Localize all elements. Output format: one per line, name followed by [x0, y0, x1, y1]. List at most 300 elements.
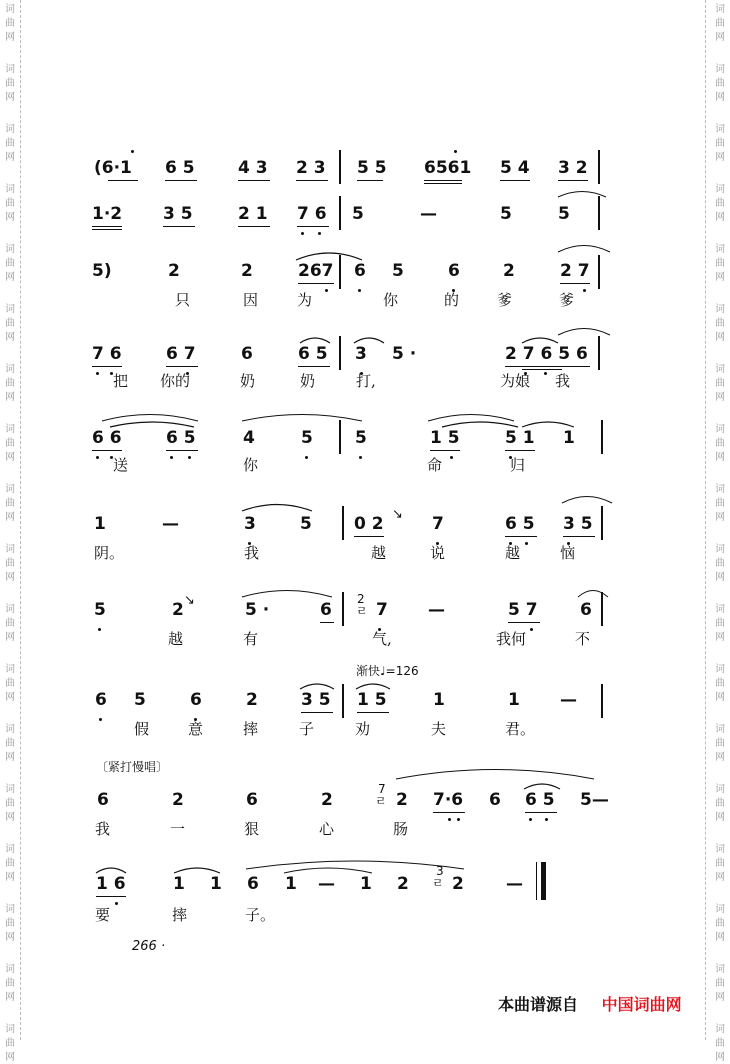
watermark-char: 曲: [715, 1038, 725, 1049]
note-group: 5: [355, 428, 367, 448]
lyric: 因: [243, 291, 259, 309]
note-group: 6 5: [166, 428, 196, 448]
tie-arc: [240, 410, 364, 422]
underline: [108, 180, 138, 181]
watermark-char: 词: [5, 904, 15, 915]
note-group: 267: [298, 261, 334, 281]
watermark-char: 词: [715, 904, 725, 915]
note-group: 6: [97, 790, 109, 810]
note-group: 5 ·: [245, 600, 270, 620]
octave-dot: [359, 456, 362, 459]
underline: [92, 366, 122, 367]
watermark-char: 网: [715, 632, 725, 643]
underline: [296, 180, 328, 181]
note-group: 2 7: [560, 261, 590, 281]
underline: [505, 536, 537, 537]
underline: [558, 180, 588, 181]
octave-dot: [544, 372, 547, 375]
tie-arc: [556, 188, 608, 198]
bar-line: [339, 336, 341, 370]
note-group: 5 ·: [392, 344, 417, 364]
watermark-char: 词: [5, 664, 15, 675]
watermark-char: 词: [5, 724, 15, 735]
note-group: 6 5: [298, 344, 328, 364]
note-group: 5: [558, 204, 570, 224]
watermark-char: 词: [5, 64, 15, 75]
underline: [298, 283, 334, 284]
lyric: 奶: [300, 372, 316, 390]
note-group: 3: [355, 344, 367, 364]
note-group: 7: [376, 600, 388, 620]
watermark-char: 词: [5, 784, 15, 795]
tempo-marking: 渐快♩=126: [356, 664, 419, 678]
underline: [424, 180, 462, 181]
underline: [92, 229, 122, 230]
watermark-char: 网: [715, 692, 725, 703]
tie-arc: [240, 586, 334, 598]
underline: [166, 366, 198, 367]
watermark-char: 词: [715, 664, 725, 675]
note-group: 4: [243, 428, 255, 448]
lyric: 爹: [497, 291, 513, 309]
watermark-char: 曲: [5, 978, 15, 989]
lyric: 命: [427, 456, 443, 474]
note-group: 6: [247, 874, 259, 894]
underline: [163, 226, 195, 227]
note-group: —: [420, 204, 437, 224]
note-group: 3 5: [301, 690, 331, 710]
watermark-char: 网: [5, 452, 15, 463]
watermark-char: 网: [715, 992, 725, 1003]
watermark-char: 曲: [715, 18, 725, 29]
lyric: 君。: [505, 720, 536, 738]
octave-dot: [325, 289, 328, 292]
note-group: 2: [246, 690, 258, 710]
octave-dot: [454, 150, 457, 153]
note-group: 6 6: [92, 428, 122, 448]
underline: [433, 812, 465, 813]
grace-mark-icon: ㄹ: [356, 604, 368, 618]
right-watermark-strip: [705, 0, 730, 1063]
note-group: 5 4: [500, 158, 530, 178]
lyric: 不: [575, 630, 591, 648]
octave-dot: [525, 542, 528, 545]
bar-line: [601, 506, 603, 540]
source-footer: [498, 992, 682, 1015]
watermark-char: 词: [715, 844, 725, 855]
underline: [508, 622, 540, 623]
watermark-char: 词: [5, 184, 15, 195]
watermark-char: 曲: [715, 738, 725, 749]
note-group: 3: [244, 514, 256, 534]
lyric: 只: [175, 291, 191, 309]
note-group: 6: [448, 261, 460, 281]
watermark-char: 网: [5, 812, 15, 823]
underline: [92, 450, 122, 451]
octave-dot: [545, 818, 548, 821]
note-group: 6: [580, 600, 592, 620]
watermark-char: 曲: [5, 558, 15, 569]
lyric: 越: [505, 544, 521, 562]
watermark-char: 曲: [715, 618, 725, 629]
lyric: 阴。: [94, 544, 125, 562]
lyric: 把: [113, 372, 129, 390]
note-group: 2 3: [296, 158, 326, 178]
underline: [505, 366, 590, 367]
note-group: 1: [508, 690, 520, 710]
watermark-char: 曲: [715, 318, 725, 329]
note-group: 6 7: [166, 344, 196, 364]
watermark-char: 词: [5, 364, 15, 375]
lyric: 意: [188, 720, 204, 738]
lyric: 假: [134, 720, 150, 738]
lyric: 打,: [356, 372, 376, 390]
watermark-char: 曲: [715, 798, 725, 809]
lyric: 有: [243, 630, 259, 648]
grace-note: 7: [378, 782, 386, 796]
octave-dot: [583, 289, 586, 292]
watermark-char: 曲: [715, 918, 725, 929]
octave-dot: [170, 456, 173, 459]
underline: [525, 812, 557, 813]
octave-dot: [358, 289, 361, 292]
watermark-char: 网: [5, 392, 15, 403]
watermark-char: 网: [715, 152, 725, 163]
note-group: 1 5: [357, 690, 387, 710]
slur-arc: [172, 864, 222, 874]
underline: [354, 536, 384, 537]
tie-arc: [556, 241, 612, 253]
watermark-char: 网: [715, 392, 725, 403]
underline: [560, 283, 590, 284]
watermark-char: 网: [715, 812, 725, 823]
note-group: 6: [320, 600, 332, 620]
octave-dot: [305, 456, 308, 459]
octave-dot: [131, 150, 134, 153]
source-label: 本曲谱源自: [498, 995, 579, 1014]
note-group: 3 5: [563, 514, 593, 534]
watermark-char: 网: [715, 932, 725, 943]
note-group: 6 5: [165, 158, 195, 178]
bar-line: [339, 150, 341, 184]
watermark-char: 词: [715, 64, 725, 75]
watermark-char: 词: [5, 844, 15, 855]
note-group: 5: [392, 261, 404, 281]
slur-arc: [294, 249, 364, 261]
note-group: 6561: [424, 158, 472, 178]
lyric: 你: [383, 291, 399, 309]
breath-mark-icon: ↘: [392, 507, 403, 522]
bar-line: [601, 684, 603, 718]
watermark-char: 词: [715, 964, 725, 975]
octave-dot: [115, 902, 118, 905]
slur-arc: [94, 864, 128, 874]
note-group: 1: [433, 690, 445, 710]
slur-arc: [298, 334, 332, 344]
note-group: 2: [396, 790, 408, 810]
watermark-char: 网: [715, 92, 725, 103]
lyric: 气,: [372, 630, 392, 648]
watermark-char: 网: [5, 512, 15, 523]
note-group: 6: [241, 344, 253, 364]
octave-dot: [318, 232, 321, 235]
lyric: 爹: [559, 291, 575, 309]
watermark-char: 网: [5, 272, 15, 283]
tie-arc: [556, 324, 612, 336]
lyric: 心: [319, 820, 335, 838]
tie-arc: [576, 586, 610, 598]
note-group: —: [428, 600, 445, 620]
watermark-char: 词: [715, 4, 725, 15]
watermark-char: 曲: [715, 498, 725, 509]
watermark-char: 网: [5, 32, 15, 43]
lyric: 摔: [243, 720, 259, 738]
note-group: 6 5: [525, 790, 555, 810]
watermark-char: 词: [715, 484, 725, 495]
watermark-char: 曲: [5, 138, 15, 149]
grace-mark-icon: ㄹ: [432, 876, 444, 890]
note-group: 5: [300, 514, 312, 534]
watermark-char: 词: [715, 424, 725, 435]
underline: [96, 896, 126, 897]
bar-line: [342, 506, 344, 540]
note-group: 7 6: [297, 204, 327, 224]
note-group: 6: [190, 690, 202, 710]
note-group: 1: [173, 874, 185, 894]
performance-direction: 〔紧打慢唱〕: [96, 760, 169, 774]
watermark-char: 曲: [715, 138, 725, 149]
watermark-char: 词: [715, 784, 725, 795]
underline: [500, 180, 530, 181]
lyric: 送: [113, 456, 129, 474]
octave-dot: [188, 456, 191, 459]
note-group: 2: [172, 600, 184, 620]
watermark-char: 网: [5, 572, 15, 583]
note-group: 5 7: [508, 600, 538, 620]
note-group: 1 6: [96, 874, 126, 894]
bar-line: [598, 150, 600, 184]
watermark-char: 曲: [5, 858, 15, 869]
slur-arc: [352, 334, 386, 344]
lyric: 你的: [160, 372, 191, 390]
note-group: 6 5: [505, 514, 535, 534]
watermark-char: 曲: [715, 978, 725, 989]
watermark-char: 词: [715, 244, 725, 255]
watermark-char: 网: [5, 1052, 15, 1063]
octave-dot: [450, 456, 453, 459]
watermark-char: 曲: [715, 378, 725, 389]
note-group: 6: [354, 261, 366, 281]
lyric: 越: [371, 544, 387, 562]
note-group: 4 3: [238, 158, 268, 178]
underline: [505, 450, 535, 451]
note-group: 2: [168, 261, 180, 281]
note-group: 2: [172, 790, 184, 810]
watermark-char: 词: [715, 544, 725, 555]
octave-dot: [529, 818, 532, 821]
watermark-char: 网: [715, 572, 725, 583]
slur-arc: [520, 418, 576, 428]
final-barline-thick: [541, 862, 546, 900]
watermark-char: 词: [5, 964, 15, 975]
watermark-char: 网: [715, 332, 725, 343]
note-group: 3 5: [163, 204, 193, 224]
watermark-char: 词: [715, 724, 725, 735]
note-group: 1 5: [430, 428, 460, 448]
lyric: 子: [299, 720, 315, 738]
watermark-char: 曲: [5, 318, 15, 329]
slur-arc: [522, 780, 562, 790]
underline: [522, 369, 562, 370]
note-group: 6: [95, 690, 107, 710]
lyric: 归: [510, 456, 526, 474]
note-group: 5: [352, 204, 364, 224]
slur-arc: [108, 418, 196, 428]
underline: [165, 180, 197, 181]
note-group: 1: [94, 514, 106, 534]
underline: [238, 180, 270, 181]
bar-line: [598, 336, 600, 370]
lyric: 我: [244, 544, 260, 562]
note-group: (6·1: [94, 158, 132, 178]
watermark-char: 网: [5, 332, 15, 343]
lyric: 为: [297, 291, 313, 309]
lyric: 说: [430, 544, 446, 562]
note-group: 7: [432, 514, 444, 534]
note-group: 6: [246, 790, 258, 810]
underline: [238, 226, 270, 227]
underline: [297, 226, 329, 227]
page-number: 266 ·: [132, 939, 166, 954]
note-group: 7 6: [92, 344, 122, 364]
octave-dot: [96, 372, 99, 375]
lyric: 为娘: [500, 372, 531, 390]
lyric: 我: [555, 372, 571, 390]
lyric: 肠: [393, 820, 409, 838]
watermark-char: 曲: [715, 858, 725, 869]
watermark-char: 曲: [5, 18, 15, 29]
note-group: 5: [301, 428, 313, 448]
slur-arc: [240, 500, 314, 512]
bar-line: [342, 684, 344, 718]
watermark-char: 网: [715, 32, 725, 43]
note-group: 1: [210, 874, 222, 894]
note-group: 2: [241, 261, 253, 281]
note-group: —: [162, 514, 179, 534]
note-group: 5: [500, 204, 512, 224]
note-group: —: [318, 874, 335, 894]
note-group: 2 7 6 5 6: [505, 344, 588, 364]
note-group: 2 1: [238, 204, 268, 224]
underline: [320, 622, 334, 623]
watermark-char: 曲: [5, 198, 15, 209]
note-group: 5—: [580, 790, 609, 810]
lyric: 我: [95, 820, 111, 838]
watermark-char: 词: [5, 484, 15, 495]
note-group: —: [560, 690, 577, 710]
note-group: 7·6: [433, 790, 464, 810]
watermark-char: 网: [5, 992, 15, 1003]
lyric: 奶: [240, 372, 256, 390]
octave-dot: [98, 628, 101, 631]
lyric: 劝: [355, 720, 371, 738]
watermark-char: 词: [715, 364, 725, 375]
watermark-char: 曲: [5, 258, 15, 269]
underline: [430, 450, 460, 451]
note-group: 1: [360, 874, 372, 894]
watermark-char: 词: [715, 1024, 725, 1035]
underline: [563, 536, 595, 537]
note-group: 5): [92, 261, 112, 281]
watermark-char: 网: [5, 752, 15, 763]
underline: [357, 180, 383, 181]
watermark-char: 网: [715, 872, 725, 883]
watermark-char: 曲: [5, 78, 15, 89]
watermark-char: 网: [5, 152, 15, 163]
tie-arc: [560, 492, 614, 504]
note-group: 1·2: [92, 204, 123, 224]
watermark-char: 曲: [715, 258, 725, 269]
octave-dot: [448, 818, 451, 821]
watermark-char: 词: [5, 4, 15, 15]
note-group: 5: [94, 600, 106, 620]
watermark-char: 网: [5, 872, 15, 883]
watermark-char: 曲: [5, 1038, 15, 1049]
watermark-char: 网: [5, 212, 15, 223]
note-group: 5: [134, 690, 146, 710]
breath-mark-icon: ↘: [184, 593, 195, 608]
underline: [357, 712, 389, 713]
bar-line: [601, 420, 603, 454]
note-group: 0 2: [354, 514, 384, 534]
underline: [301, 712, 333, 713]
tie-arc: [282, 864, 374, 874]
octave-dot: [99, 718, 102, 721]
watermark-char: 网: [715, 272, 725, 283]
bar-line: [598, 196, 600, 230]
slur-arc: [520, 334, 560, 344]
watermark-char: 曲: [715, 78, 725, 89]
watermark-char: 词: [5, 1024, 15, 1035]
note-group: 2: [321, 790, 333, 810]
watermark-char: 曲: [715, 678, 725, 689]
lyric: 越: [168, 630, 184, 648]
watermark-char: 词: [715, 184, 725, 195]
watermark-char: 词: [5, 604, 15, 615]
lyric: 要: [95, 906, 111, 924]
watermark-char: 词: [715, 604, 725, 615]
grace-note: 2: [357, 592, 365, 606]
note-group: 2: [452, 874, 464, 894]
watermark-char: 网: [5, 632, 15, 643]
lyric: 你: [243, 456, 259, 474]
watermark-char: 曲: [5, 798, 15, 809]
watermark-char: 词: [5, 124, 15, 135]
watermark-char: 词: [5, 424, 15, 435]
underline: [166, 450, 198, 451]
watermark-char: 曲: [5, 438, 15, 449]
watermark-char: 网: [715, 1052, 725, 1063]
watermark-char: 词: [5, 244, 15, 255]
underline: [92, 226, 122, 227]
site-name: 中国词曲网: [601, 995, 682, 1014]
watermark-char: 网: [5, 92, 15, 103]
watermark-char: 曲: [715, 558, 725, 569]
note-group: 6: [489, 790, 501, 810]
slur-arc: [354, 680, 392, 690]
bar-line: [598, 255, 600, 289]
note-group: 2: [397, 874, 409, 894]
